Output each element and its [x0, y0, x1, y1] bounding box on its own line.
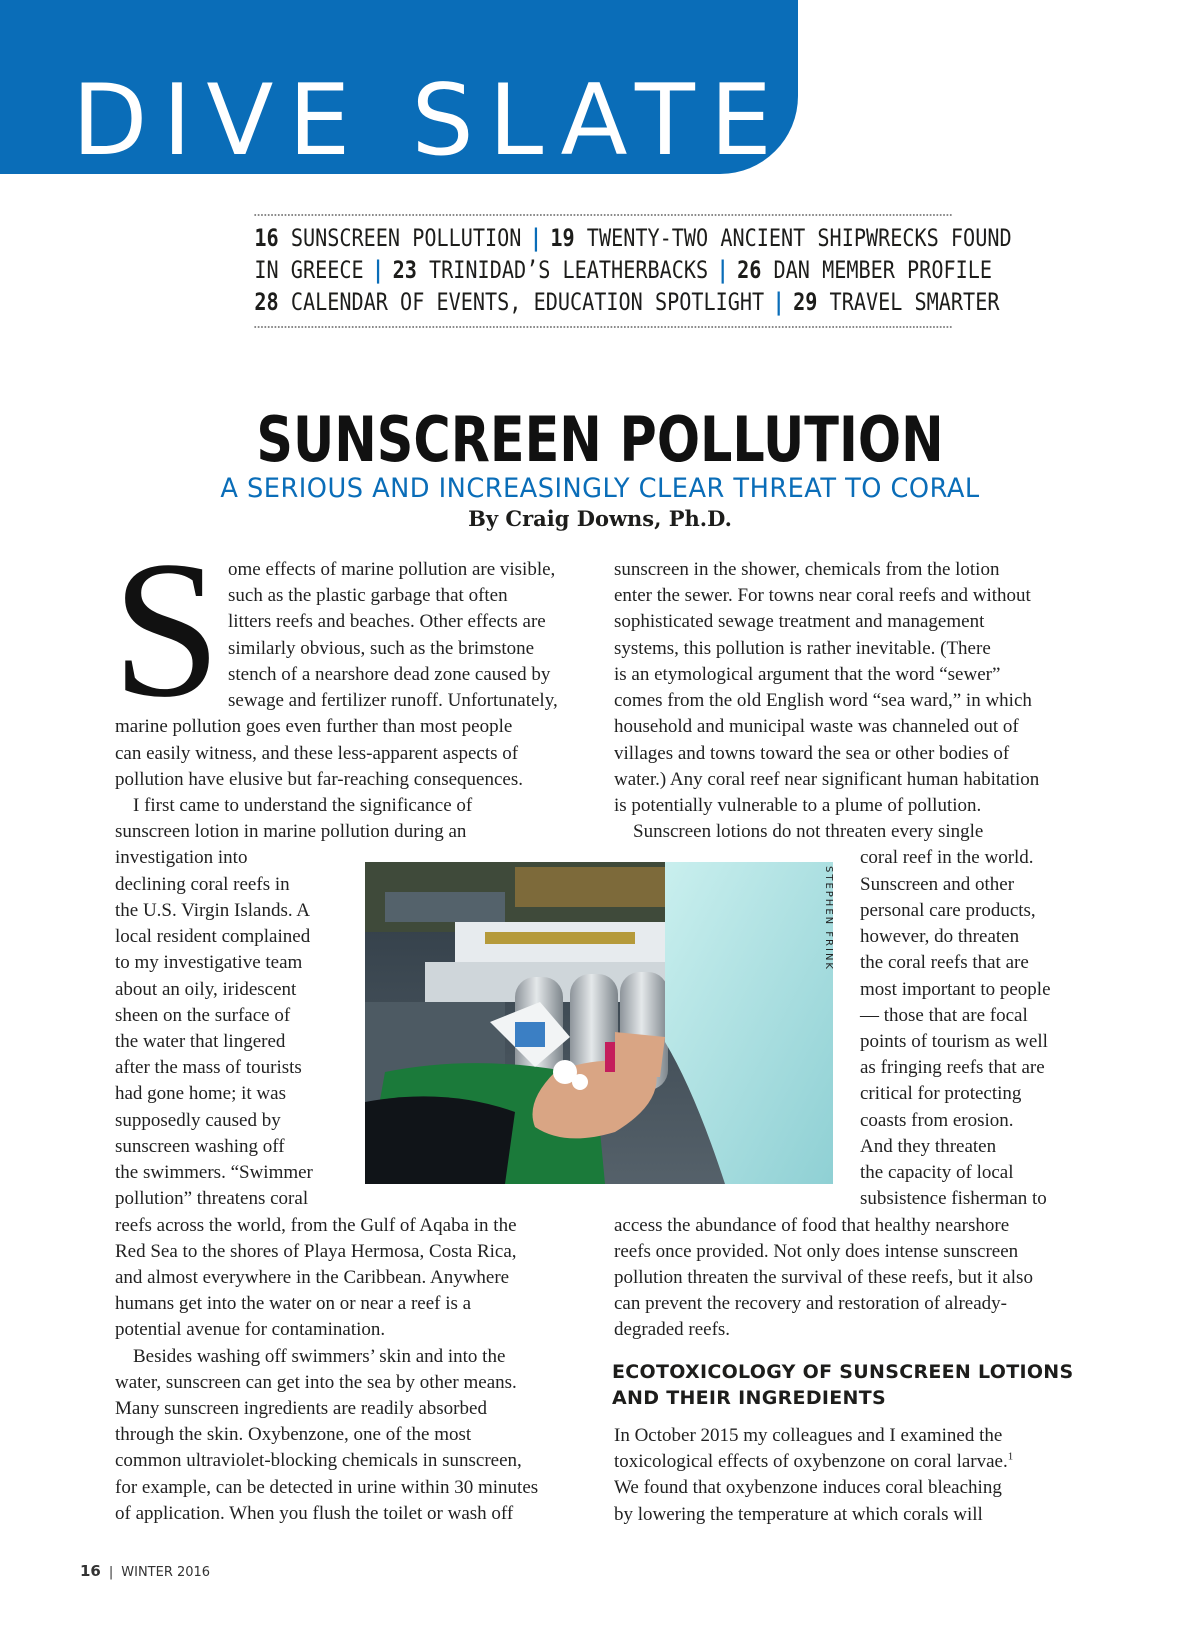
- sunscreen-hand-photo: [365, 862, 833, 1184]
- article-subtitle: A SERIOUS AND INCREASINGLY CLEAR THREAT TO CORAL: [220, 473, 980, 504]
- section-title: DIVE SLATE: [72, 64, 787, 178]
- body-text-line: We found that oxybenzone induces coral bleaching: [614, 1477, 1002, 1499]
- body-text-line: comes from the old English word “sea ward,” in which: [614, 690, 1032, 712]
- body-text-line: systems, this pollution is rather inevitable. (There: [614, 637, 991, 659]
- body-text-line: litters reefs and beaches. Other effects are: [228, 611, 546, 633]
- body-text-line: declining coral reefs in: [115, 873, 290, 895]
- footnote-marker[interactable]: 1: [1007, 1450, 1014, 1463]
- body-text-line: humans get into the water on or near a reef is a: [115, 1293, 472, 1315]
- toc-entry-title[interactable]: DAN MEMBER PROFILE: [773, 256, 993, 284]
- body-text-line: sunscreen lotion in marine pollution during an: [115, 821, 467, 843]
- toc-entry-title[interactable]: IN GREECE: [254, 256, 364, 284]
- body-text-line: of application. When you flush the toilet or wash off: [115, 1502, 514, 1524]
- toc-line: [254, 222, 1012, 254]
- body-text-line: sewage and fertilizer runoff. Unfortunately,: [228, 690, 558, 712]
- section-banner: [0, 0, 798, 178]
- body-text-line: and almost everywhere in the Caribbean. Anywhere: [115, 1266, 510, 1288]
- body-text-line: household and municipal waste was channeled out of: [614, 716, 1019, 738]
- body-text-line: the water that lingered: [115, 1030, 286, 1052]
- toc-page-number[interactable]: 19: [550, 224, 575, 252]
- body-text-line: ome effects of marine pollution are visible,: [228, 559, 556, 580]
- body-text-line: sunscreen washing off: [115, 1135, 285, 1157]
- toc-separator: |: [529, 224, 542, 252]
- body-text-line: In October 2015 my colleagues and I examined the: [614, 1425, 1003, 1446]
- body-text-line: the capacity of local: [860, 1162, 1014, 1184]
- toc-page-number[interactable]: 16: [254, 224, 279, 252]
- body-text-line: pollution have elusive but far-reaching consequences.: [115, 768, 523, 790]
- body-text-line: I first came to understand the significance of: [133, 794, 473, 816]
- body-text-line: reefs once provided. Not only does intense sunscreen: [614, 1240, 1019, 1262]
- toc-entry-title[interactable]: TRAVEL SMARTER: [829, 288, 1000, 316]
- body-text-line: can easily witness, and these less-apparent aspects of: [115, 742, 519, 764]
- body-text-line: however, do threaten: [860, 926, 1020, 948]
- body-text-line: critical for protecting: [860, 1083, 1022, 1105]
- body-text-line: the U.S. Virgin Islands. A: [115, 899, 311, 921]
- body-text-line: pollution” threatens coral: [115, 1188, 309, 1210]
- body-text-line: Besides washing off swimmers’ skin and into the: [133, 1345, 506, 1367]
- body-text-line: had gone home; it was: [115, 1083, 286, 1105]
- body-text-line: potential avenue for contamination.: [115, 1319, 386, 1341]
- body-text-line: by lowering the temperature at which corals will: [614, 1503, 983, 1525]
- body-text-line: investigation into: [115, 847, 248, 869]
- toc-separator: |: [772, 288, 785, 316]
- body-text-line: enter the sewer. For towns near coral reefs and without: [614, 585, 1031, 607]
- body-text-line: reefs across the world, from the Gulf of Aqaba in the: [115, 1214, 517, 1236]
- toc-line: [254, 254, 993, 286]
- body-text-line: sunscreen in the shower, chemicals from the lotion: [614, 559, 1000, 580]
- body-text-line: can prevent the recovery and restoration of already-: [614, 1293, 1007, 1315]
- page-number: 16: [80, 1562, 101, 1580]
- body-text-line: water, sunscreen can get into the sea by other means.: [115, 1371, 517, 1393]
- body-text-line: similarly obvious, such as the brimstone: [228, 637, 535, 659]
- footer-separator: |: [108, 1565, 114, 1580]
- issue-label: WINTER 2016: [121, 1565, 211, 1580]
- body-text-line: such as the plastic garbage that often: [228, 585, 508, 607]
- body-text-line: local resident complained: [115, 926, 311, 948]
- body-text-line: the coral reefs that are: [860, 952, 1029, 974]
- toc-line: [254, 286, 1000, 318]
- section-heading-line: ECOTOXICOLOGY OF SUNSCREEN LOTIONS: [612, 1361, 1074, 1383]
- article-photo: [365, 862, 833, 1184]
- body-text-line: Red Sea to the shores of Playa Hermosa, Costa Rica,: [115, 1240, 517, 1262]
- body-text-line: is an etymological argument that the word “sewer”: [614, 663, 1001, 685]
- photo-credit: STEPHEN FRINK: [823, 866, 834, 971]
- drop-cap: S: [112, 521, 222, 738]
- body-text-line: Sunscreen and other: [860, 873, 1015, 895]
- body-text-line: subsistence fisherman to: [860, 1188, 1047, 1210]
- toc-entry-title[interactable]: SUNSCREEN POLLUTION: [290, 224, 522, 252]
- article-title: SUNSCREEN POLLUTION: [256, 403, 944, 476]
- toc-page-number[interactable]: 23: [392, 256, 417, 284]
- toc-entry-title[interactable]: TWENTY-TWO ANCIENT SHIPWRECKS FOUND: [586, 224, 1012, 252]
- body-text-line: personal care products,: [860, 899, 1036, 921]
- body-text-line: is potentially vulnerable to a plume of pollution.: [614, 794, 982, 816]
- toc-page-number[interactable]: 28: [254, 288, 279, 316]
- table-of-contents: [254, 214, 1012, 328]
- body-text-line: stench of a nearshore dead zone caused by: [228, 663, 551, 685]
- body-text-line: points of tourism as well: [860, 1030, 1048, 1052]
- page-footer: [80, 1562, 210, 1580]
- body-text-line: common ultraviolet-blocking chemicals in sunscreen,: [115, 1450, 522, 1472]
- toc-separator: |: [372, 256, 385, 284]
- body-text-line: about an oily, iridescent: [115, 978, 297, 1000]
- body-text-line: most important to people: [860, 978, 1051, 1000]
- body-text-line: And they threaten: [860, 1135, 997, 1157]
- body-text-line: degraded reefs.: [614, 1319, 731, 1341]
- body-text-line: as fringing reefs that are: [860, 1057, 1045, 1079]
- body-text-line: marine pollution goes even further than most people: [115, 716, 513, 738]
- toc-page-number[interactable]: 29: [793, 288, 818, 316]
- body-text-line: to my investigative team: [115, 952, 303, 974]
- body-text-line: pollution threaten the survival of these reefs, but it also: [614, 1266, 1033, 1288]
- body-text-line: — those that are focal: [860, 1004, 1028, 1026]
- body-text-line: for example, can be detected in urine within 30 minutes: [115, 1476, 539, 1498]
- toc-page-number[interactable]: 26: [737, 256, 762, 284]
- toc-entry-title[interactable]: TRINIDAD’S LEATHERBACKS: [429, 256, 709, 284]
- toc-separator: |: [716, 256, 729, 284]
- body-text-line: water.) Any coral reef near significant human habitation: [614, 768, 1040, 790]
- body-text-line: sheen on the surface of: [115, 1004, 291, 1026]
- article-byline: By Craig Downs, Ph.D.: [468, 506, 732, 531]
- body-text-line: after the mass of tourists: [115, 1057, 302, 1079]
- body-text-line: coasts from erosion.: [860, 1109, 1014, 1131]
- body-text-line: sophisticated sewage treatment and management: [614, 611, 985, 633]
- body-text-line: toxicological effects of oxybenzone on coral larvae.$^1$: [614, 1450, 1014, 1473]
- body-text-line: villages and towns toward the sea or other bodies of: [614, 742, 1010, 764]
- body-text-line: coral reef in the world.: [860, 847, 1034, 869]
- toc-entry-title[interactable]: CALENDAR OF EVENTS, EDUCATION SPOTLIGHT: [290, 288, 765, 316]
- body-text-line: supposedly caused by: [115, 1109, 281, 1131]
- section-heading-line: AND THEIR INGREDIENTS: [612, 1387, 886, 1409]
- body-text-line: the swimmers. “Swimmer: [115, 1162, 313, 1184]
- body-text-line: access the abundance of food that healthy nearshore: [614, 1214, 1010, 1236]
- body-text-line: through the skin. Oxybenzone, one of the most: [115, 1424, 472, 1446]
- body-text-line: Many sunscreen ingredients are readily absorbed: [115, 1398, 487, 1420]
- body-text-line: Sunscreen lotions do not threaten every single: [633, 821, 984, 843]
